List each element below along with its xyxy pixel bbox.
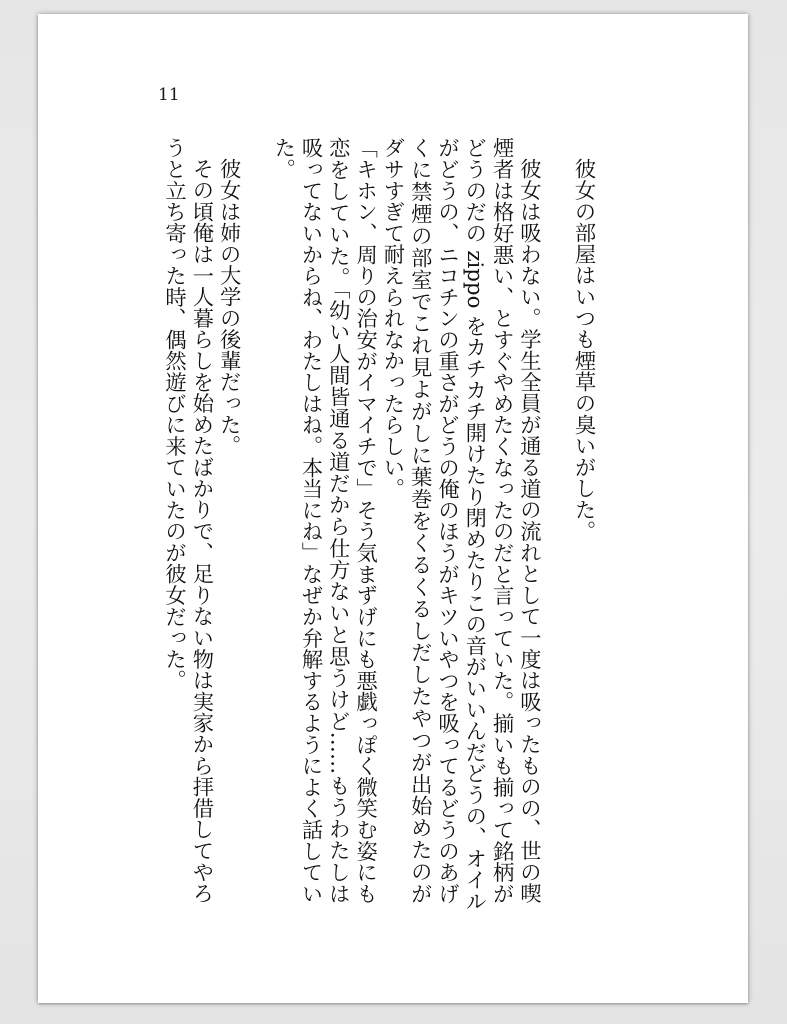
text-line: 吸ってないからね、わたしはね。本当にね」なぜか弁解するようによく話してい bbox=[298, 137, 324, 904]
paragraph bbox=[379, 137, 543, 912]
paragraph bbox=[215, 137, 242, 904]
paragraph bbox=[570, 137, 597, 904]
book-page[interactable] bbox=[38, 14, 748, 1003]
text-line: がどうの、ニコチンの重さがどうの俺のほうがキツいやつを吸ってるどうのあげ bbox=[434, 137, 460, 904]
blank-line bbox=[242, 137, 269, 904]
text-line: 彼女の部屋はいつも煙草の臭いがした。 bbox=[571, 158, 596, 542]
page-number: 11 bbox=[158, 85, 180, 105]
paragraph bbox=[160, 137, 215, 904]
text-line: 彼女は姉の大学の後輩だった。 bbox=[216, 158, 242, 457]
text-section bbox=[269, 137, 542, 912]
text-line: うと立ち寄った時、偶然遊びに来ていたのが彼女だった。 bbox=[161, 137, 187, 691]
text-section bbox=[570, 137, 597, 904]
text-line: どうのだの zippo をカチカチ開けたり閉めたりこの音がいいんだどうの、オイル bbox=[461, 137, 487, 912]
text-line: 煙者は格好悪い、とすぐやめたくなったのだと言っていた。揃いも揃って銘柄が bbox=[489, 137, 515, 904]
paragraph bbox=[269, 137, 378, 904]
text-line: くに禁煙の部室でこれ見よがしに葉巻をくるくるしだしたやつが出始めたのが bbox=[407, 137, 433, 904]
vertical-text-body bbox=[160, 137, 597, 912]
text-line: 「キホン、周りの治安がイマイチで」そう気まずげにも悪戯っぽく微笑む姿にも bbox=[352, 137, 378, 904]
blank-line bbox=[542, 137, 569, 904]
text-line: 彼女は吸わない。学生全員が通る道の流れとして一度は吸ったものの、世の喫 bbox=[516, 158, 542, 904]
text-line: た。 bbox=[270, 137, 296, 180]
text-line: その頃俺は一人暮らしを始めたばかりで、足りない物は実家から拝借してやろ bbox=[188, 158, 214, 904]
text-section bbox=[160, 137, 242, 904]
text-line: ダサすぎて耐えられなかったらしい。 bbox=[379, 137, 405, 500]
text-line: 恋をしていた。「幼い人間皆通る道だから仕方ないと思うけど……もうわたしは bbox=[325, 137, 351, 904]
